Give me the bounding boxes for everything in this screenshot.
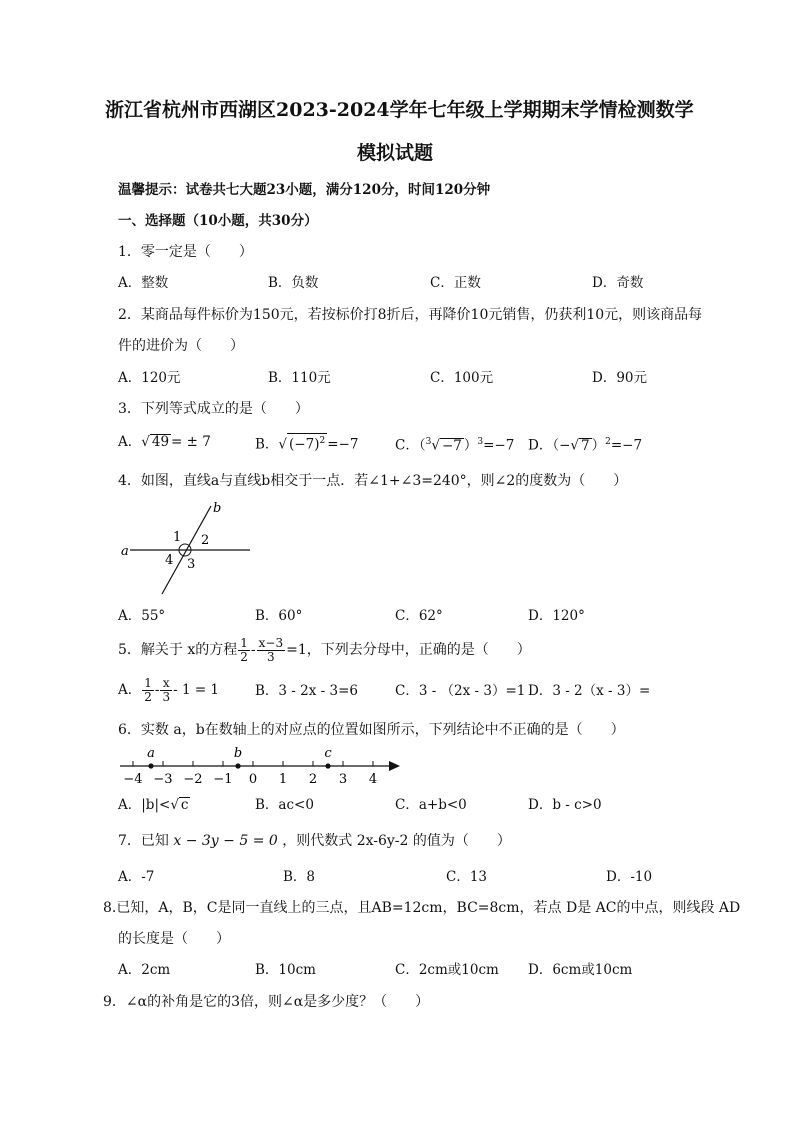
q6-option-d: D．b - c>0 <box>528 797 602 813</box>
q5-option-a: A． $\frac{1}{2}$ - $\frac{x}{3}$ - 1 = 1 <box>118 676 220 704</box>
point-label-c: c <box>324 746 332 761</box>
q7-option-b: B．8 <box>283 869 316 885</box>
angle-label-4: 4 <box>165 553 174 568</box>
q8-option-d: D．6cm或10cm <box>528 962 633 978</box>
tick-label: 0 <box>248 772 258 787</box>
q7-option-d: D．-10 <box>606 869 653 885</box>
q2-option-a: A．120元 <box>118 370 181 386</box>
q4-option-b: B．60° <box>255 608 303 624</box>
tick-label: −2 <box>183 772 203 787</box>
axis-arrow <box>389 761 400 771</box>
q5-stem: 5．解关于 x的方程 $\frac{1}{2}$ - $\frac{x-3}{3}$ =1，下列去分母中，正确的是（ ） <box>118 635 531 664</box>
point-b <box>235 763 240 768</box>
tick-label: −1 <box>213 772 233 787</box>
q7-option-c: C．13 <box>446 869 488 885</box>
q3-option-d: D．（−√ 7 ）$^2$=−7 <box>528 437 643 454</box>
point-label-b: b <box>233 746 243 761</box>
q3-stem: 3．下列等式成立的是（ ） <box>118 401 309 417</box>
q7-option-a: A．-7 <box>118 869 155 885</box>
q6-option-b: B．ac<0 <box>255 797 314 813</box>
page-title-line1: 浙江省杭州市西湖区2023-2024学年七年级上学期期末学情检测数学 <box>105 99 694 121</box>
tick-label: −3 <box>153 772 173 787</box>
q4-option-d: D．120° <box>528 608 585 624</box>
angle-label-1: 1 <box>173 530 182 545</box>
q2-stem-line2: 件的进价为（ ） <box>118 338 244 354</box>
q8-option-a: A．2cm <box>118 962 171 978</box>
q4-option-c: C．62° <box>395 608 443 624</box>
q4-intersecting-lines-figure <box>115 498 260 598</box>
q1-option-b: B．负数 <box>268 275 319 291</box>
q7-stem: 7．已知 x − 3y − 5 = 0 ，则代数式 2x-6y-2 的值为（ ） <box>118 833 511 849</box>
angle-label-2: 2 <box>201 533 210 548</box>
exam-tip: 温馨提示：试卷共七大题23小题，满分120分，时间120分钟 <box>118 182 491 198</box>
q3-option-c: C．（$^3$√ −7 ）$^3$=−7 <box>395 437 515 454</box>
page-title-line2: 模拟试题 <box>357 142 434 164</box>
q8-option-b: B．10cm <box>255 962 316 978</box>
q6-number-line <box>115 740 410 792</box>
q3-option-b: B．√ $(-7)^2 =-7$ <box>255 433 358 454</box>
point-c <box>325 763 330 768</box>
q2-option-b: B．110元 <box>268 370 331 386</box>
q8-stem-line2: 的长度是（ ） <box>118 931 230 947</box>
q5-option-c: C．3 - （2x - 3）=1 <box>395 683 526 699</box>
q4-option-a: A．55° <box>118 608 166 624</box>
label-b: b <box>213 501 222 516</box>
point-a <box>148 763 153 768</box>
q4-stem: 4．如图，直线a与直线b相交于一点．若∠1+∠3=240°，则∠2的度数为（ ） <box>118 473 628 489</box>
point-label-a: a <box>147 746 155 761</box>
angle-label-3: 3 <box>187 557 196 572</box>
q1-option-a: A．整数 <box>118 275 169 291</box>
q2-option-d: D．90元 <box>592 370 648 386</box>
q6-option-a: A．|b|<√ c <box>118 797 189 813</box>
q9-stem: 9．∠α的补角是它的3倍，则∠α是多少度？（ ） <box>103 994 430 1010</box>
section-heading: 一、选择题（10小题，共30分） <box>118 213 318 229</box>
q5-option-b: B．3 - 2x - 3=6 <box>255 683 358 699</box>
tick-label: 4 <box>368 772 378 787</box>
q2-stem-line1: 2．某商品每件标价为150元，若按标价打8折后，再降价10元销售，仍获利10元，则该商品每 <box>118 307 703 323</box>
q1-option-c: C．正数 <box>430 275 481 291</box>
q1-stem: 1．零一定是（ ） <box>118 244 253 260</box>
tick-label: −4 <box>123 772 143 787</box>
q1-option-d: D．奇数 <box>592 275 644 291</box>
q5-option-d: D．3 - 2（x - 3）= <box>528 683 651 699</box>
q7-equation: x − 3y − 5 = 0 <box>173 833 278 849</box>
q6-stem: 6．实数 a，b在数轴上的对应点的位置如图所示，下列结论中不正确的是（ ） <box>118 722 625 738</box>
q3-option-a: A．√ 49 = ± 7 <box>118 434 211 450</box>
q6-option-c: C．a+b<0 <box>395 797 467 813</box>
tick-label: 3 <box>338 772 348 787</box>
label-a: a <box>121 544 129 559</box>
q8-stem-line1: 8.已知，A，B，C是同一直线上的三点，且AB=12cm，BC=8cm，若点 D是 AC的中点，则线段 AD <box>103 900 741 916</box>
tick-label: 1 <box>278 772 288 787</box>
q2-option-c: C．100元 <box>430 370 494 386</box>
q8-option-c: C．2cm或10cm <box>395 962 499 978</box>
tick-label: 2 <box>308 772 318 787</box>
